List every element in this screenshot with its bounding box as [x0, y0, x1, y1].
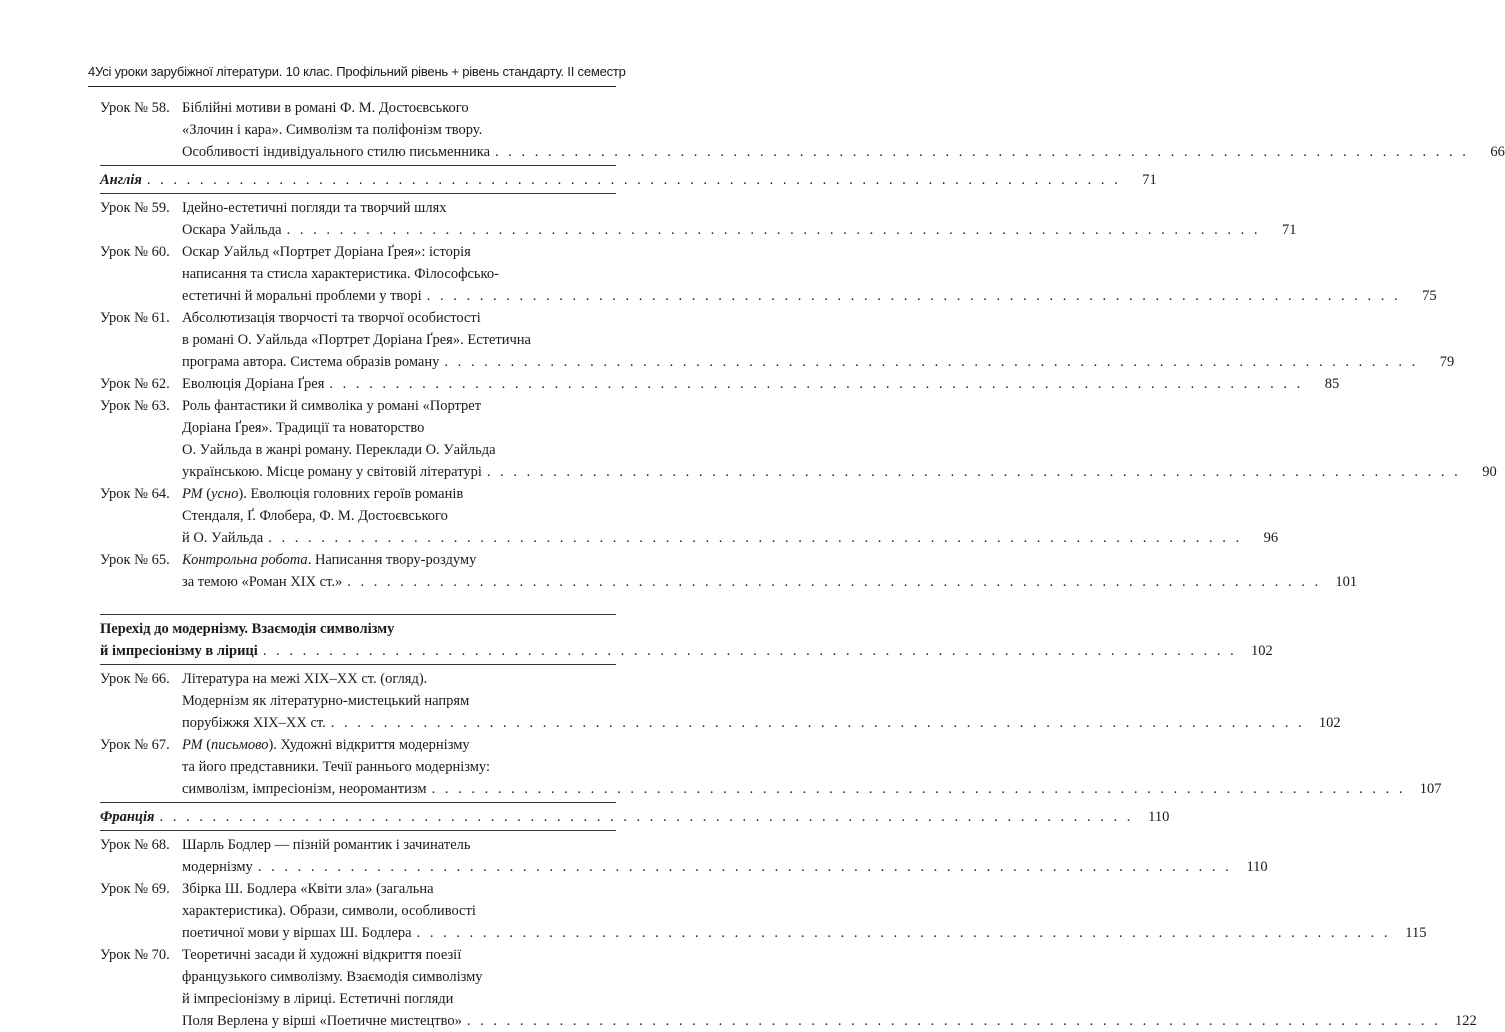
page-ref: 110: [1246, 859, 1268, 875]
running-header: [88, 64, 626, 79]
page-ref: 122: [1454, 1013, 1477, 1029]
entry-line: Оскара Уайльда: [182, 222, 282, 238]
section-rule: [100, 165, 616, 166]
entry-line: Шарль Бодлер — пізній романтик і зачинатель: [182, 837, 471, 853]
page-ref: 79: [1439, 354, 1455, 370]
toc-entry-lesson-58: [100, 97, 1505, 163]
entry-line: естетичні й моральні проблеми у творі: [182, 288, 422, 304]
entry-line: та його представники. Течії раннього модернізму:: [182, 759, 491, 775]
book-title: Усі уроки зарубіжної літератури. 10 клас. Профільний рівень + рівень стандарту. ІІ семестр: [95, 64, 626, 79]
leader-dots: . . . . . . . . . . . . . . . . . . . . . . . . . . . . . . . . . . . . . . . . . . . . . . . . . . . . . . . . . . . . . . . . . . . . . . . . . .: [262, 643, 1237, 659]
part-title: Перехід до модернізму. Взаємодія символізму: [100, 621, 395, 637]
entry-line: модернізму: [182, 859, 253, 875]
toc-part-modernism: [100, 618, 1273, 662]
toc-entry-lesson-65: [100, 549, 1358, 593]
entry-line: українською. Місце роману у світовій літературі: [182, 464, 482, 480]
toc-entry-lesson-62: [100, 373, 1340, 395]
entry-line: Особливості індивідуального стилю письменника: [182, 144, 491, 160]
lesson-label: Урок № 63.: [100, 398, 170, 414]
page-ref: 101: [1335, 574, 1358, 590]
leader-dots: . . . . . . . . . . . . . . . . . . . . . . . . . . . . . . . . . . . . . . . . . . . . . . . . . . . . . . . . . . . . . . . . . . . . . . . . . .: [146, 172, 1121, 188]
lesson-label: Урок № 67.: [100, 737, 170, 753]
italic-term: РМ: [182, 737, 203, 753]
lesson-label: Урок № 69.: [100, 881, 170, 897]
entry-line: й О. Уайльда: [182, 530, 264, 546]
entry-line: французького символізму. Взаємодія символізму: [182, 969, 483, 985]
lesson-label: Урок № 62.: [100, 376, 170, 392]
leader-dots: . . . . . . . . . . . . . . . . . . . . . . . . . . . . . . . . . . . . . . . . . . . . . . . . . . . . . . . . . . . . . . . . . . . . . . . . . .: [466, 1013, 1441, 1029]
entry-line: й імпресіонізму в ліриці. Естетичні погляди: [182, 991, 454, 1007]
lesson-label: Урок № 59.: [100, 200, 170, 216]
page-ref: 85: [1324, 376, 1340, 392]
lesson-label: Урок № 65.: [100, 552, 170, 568]
page-ref: 75: [1422, 288, 1437, 304]
entry-line: Література на межі ХІХ–ХХ ст. (огляд).: [182, 671, 428, 687]
entry-line: Ідейно-естетичні погляди та творчий шлях: [182, 200, 447, 216]
toc-section-england: [100, 169, 1157, 191]
section-rule: [100, 614, 616, 615]
leader-dots: . . . . . . . . . . . . . . . . . . . . . . . . . . . . . . . . . . . . . . . . . . . . . . . . . . . . . . . . . . . . . . . . . . . . . . . . . .: [495, 144, 1469, 160]
entry-line: Доріана Ґрея». Традиції та новаторство: [182, 420, 425, 436]
leader-dots: . . . . . . . . . . . . . . . . . . . . . . . . . . . . . . . . . . . . . . . . . . . . . . . . . . . . . . . . . . . . . . . . . . . . . . . . . .: [486, 464, 1461, 480]
lesson-label: Урок № 64.: [100, 486, 170, 502]
toc-entry-lesson-66: [100, 668, 1341, 734]
page-ref: 107: [1419, 781, 1442, 797]
entry-line: Поля Верлена у вірші «Поетичне мистецтво»: [182, 1013, 462, 1029]
entry-line: в романі О. Уайльда «Портрет Доріана Ґрея». Естетична: [182, 332, 531, 348]
entry-line: написання та стисла характеристика. Філософсько-: [182, 266, 499, 282]
leader-dots: . . . . . . . . . . . . . . . . . . . . . . . . . . . . . . . . . . . . . . . . . . . . . . . . . . . . . . . . . . . . . . . . . . . . . . . . . .: [159, 809, 1134, 825]
toc-section-france: [100, 806, 1170, 828]
leader-dots: . . . . . . . . . . . . . . . . . . . . . . . . . . . . . . . . . . . . . . . . . . . . . . . . . . . . . . . . . . . . . . . . . . . . . . . . . .: [347, 574, 1322, 590]
italic-term: РМ: [182, 486, 203, 502]
toc-entry-lesson-61: [100, 307, 1455, 373]
leader-dots: . . . . . . . . . . . . . . . . . . . . . . . . . . . . . . . . . . . . . . . . . . . . . . . . . . . . . . . . . . . . . . . . . . . . . . . . . .: [444, 354, 1419, 370]
page-ref: 66: [1490, 144, 1505, 160]
table-of-contents: [100, 97, 1505, 1032]
page-ref: 71: [1142, 172, 1157, 188]
entry-line: Еволюція Доріана Ґрея: [182, 376, 325, 392]
leader-dots: . . . . . . . . . . . . . . . . . . . . . . . . . . . . . . . . . . . . . . . . . . . . . . . . . . . . . . . . . . . . . . . . . . . . . . . . . .: [431, 781, 1406, 797]
section-title: Франція: [100, 809, 155, 825]
leader-dots: . . . . . . . . . . . . . . . . . . . . . . . . . . . . . . . . . . . . . . . . . . . . . . . . . . . . . . . . . . . . . . . . . . . . . . . . . .: [426, 288, 1401, 304]
toc-entry-lesson-63: [100, 395, 1497, 483]
page-ref: 90: [1482, 464, 1497, 480]
entry-line: Біблійні мотиви в романі Ф. М. Достоєвського: [182, 100, 469, 116]
entry-line: Теоретичні засади й художні відкриття поезії: [182, 947, 462, 963]
section-rule: [100, 830, 616, 831]
toc-entry-lesson-60: [100, 241, 1437, 307]
leader-dots: . . . . . . . . . . . . . . . . . . . . . . . . . . . . . . . . . . . . . . . . . . . . . . . . . . . . . . . . . . . . . . . . . . . . . . . . . .: [257, 859, 1232, 875]
italic-term: письмово: [211, 737, 269, 753]
page-number: 4: [88, 64, 96, 79]
section-rule: [100, 664, 616, 665]
section-title: Англія: [100, 172, 142, 188]
entry-line: характеристика). Образи, символи, особливості: [182, 903, 476, 919]
leader-dots: . . . . . . . . . . . . . . . . . . . . . . . . . . . . . . . . . . . . . . . . . . . . . . . . . . . . . . . . . . . . . . . . . . . . . . . . . .: [286, 222, 1261, 238]
page-ref: 96: [1263, 530, 1279, 546]
entry-line: «Злочин і кара». Символізм та поліфонізм твору.: [182, 122, 483, 138]
entry-line: Роль фантастики й символіка у романі «Портрет: [182, 398, 482, 414]
entry-line: РМ (усно). Еволюція головних героїв романів: [182, 486, 464, 502]
leader-dots: . . . . . . . . . . . . . . . . . . . . . . . . . . . . . . . . . . . . . . . . . . . . . . . . . . . . . . . . . . . . . . . . . . . . . . . . . .: [329, 376, 1304, 392]
toc-entry-lesson-67: [100, 734, 1442, 800]
page-ref: 102: [1318, 715, 1341, 731]
leader-dots: . . . . . . . . . . . . . . . . . . . . . . . . . . . . . . . . . . . . . . . . . . . . . . . . . . . . . . . . . . . . . . . . . . . . . . . . . .: [416, 925, 1391, 941]
part-title: й імпресіонізму в ліриці: [100, 643, 258, 659]
lesson-label: Урок № 68.: [100, 837, 170, 853]
entry-line: О. Уайльда в жанрі роману. Переклади О. Уайльда: [182, 442, 496, 458]
section-rule: [100, 802, 616, 803]
entry-line: Контрольна робота. Написання твору-роздуму: [182, 552, 477, 568]
toc-entry-lesson-59: [100, 197, 1297, 241]
leader-dots: . . . . . . . . . . . . . . . . . . . . . . . . . . . . . . . . . . . . . . . . . . . . . . . . . . . . . . . . . . . . . . . . . . . . . . . . . .: [330, 715, 1305, 731]
italic-term: Контрольна робота: [182, 552, 308, 568]
toc-entry-lesson-69: [100, 878, 1427, 944]
page-ref: 115: [1405, 925, 1427, 941]
page-ref: 102: [1250, 643, 1273, 659]
entry-line: Абсолютизація творчості та творчої особистості: [182, 310, 481, 326]
header-rule: [88, 86, 616, 87]
lesson-label: Урок № 60.: [100, 244, 170, 260]
lesson-label: Урок № 70.: [100, 947, 170, 963]
entry-line: РМ (письмово). Художні відкриття модернізму: [182, 737, 470, 753]
lesson-label: Урок № 58.: [100, 100, 170, 116]
toc-entry-lesson-64: [100, 483, 1279, 549]
entry-line: програма автора. Система образів роману: [182, 354, 440, 370]
page-ref: 110: [1148, 809, 1170, 825]
italic-term: усно: [211, 486, 239, 502]
entry-line: порубіжжя ХІХ–ХХ ст.: [182, 715, 326, 731]
entry-line: Модернізм як літературно-мистецький напрям: [182, 693, 470, 709]
entry-line: Стендаля, Ґ. Флобера, Ф. М. Достоєвського: [182, 508, 448, 524]
entry-line: поетичної мови у віршах Ш. Бодлера: [182, 925, 412, 941]
entry-line: Збірка Ш. Бодлера «Квіти зла» (загальна: [182, 881, 434, 897]
entry-line: Оскар Уайльд «Портрет Доріана Ґрея»: історія: [182, 244, 471, 260]
entry-line: за темою «Роман ХІХ ст.»: [182, 574, 343, 590]
section-rule: [100, 193, 616, 194]
lesson-label: Урок № 61.: [100, 310, 170, 326]
toc-entry-lesson-68: [100, 834, 1268, 878]
page-ref: 71: [1281, 222, 1297, 238]
leader-dots: . . . . . . . . . . . . . . . . . . . . . . . . . . . . . . . . . . . . . . . . . . . . . . . . . . . . . . . . . . . . . . . . . . . . . . . . . .: [268, 530, 1243, 546]
toc-entry-lesson-70: [100, 944, 1477, 1032]
lesson-label: Урок № 66.: [100, 671, 170, 687]
entry-line: символізм, імпресіонізм, неоромантизм: [182, 781, 427, 797]
